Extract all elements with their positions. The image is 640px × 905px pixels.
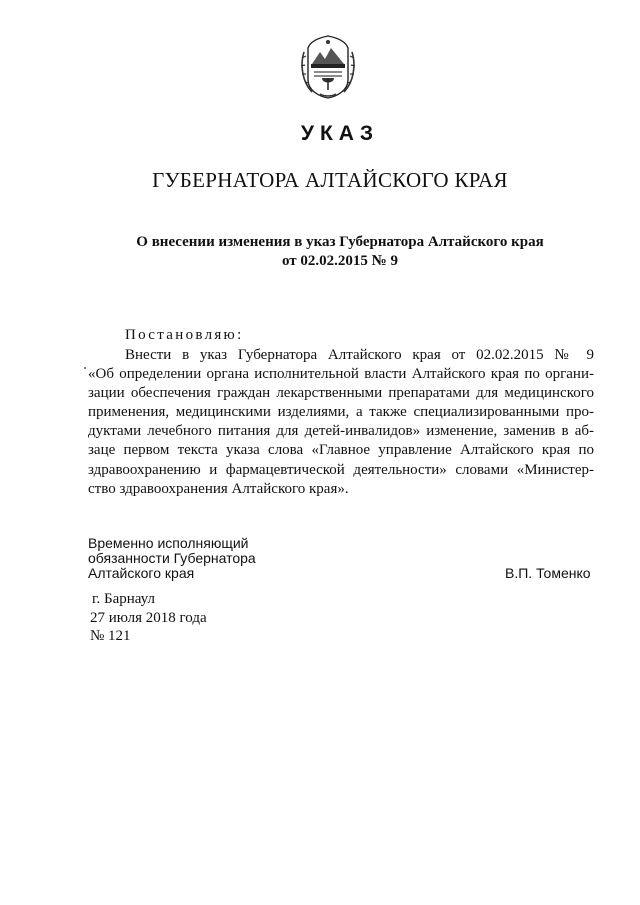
decree-date: 27 июля 2018 года	[90, 609, 207, 626]
signer-title-line: Временно исполняющий	[88, 535, 249, 551]
body-line: ство здравоохранения Алтайского края».	[88, 480, 349, 497]
decree-body	[88, 346, 594, 499]
issuer-title: ГУБЕРНАТОРА АЛТАЙСКОГО КРАЯ	[152, 168, 508, 192]
body-line: дуктами лечебного питания для детей-инвалидов» изменение, заменив в аб-	[88, 423, 594, 440]
margin-mark	[84, 367, 86, 369]
body-line: применения, медицинскими изделиями, а также специализированными про-	[88, 404, 594, 421]
signer-title-line: обязанности Губернатора	[88, 550, 256, 566]
body-line: здравоохранению и фармацевтической деятельности» словами «Министер-	[88, 461, 594, 478]
decree-number: № 121	[90, 628, 131, 644]
document-type-title: УКАЗ	[300, 122, 380, 145]
signer-title-line: Алтайского края	[88, 565, 195, 581]
signer-name: В.П. Томенко	[505, 565, 591, 581]
signer-title	[88, 536, 256, 581]
body-line: заце первом текста указа слова «Главное управление Алтайского края по	[88, 442, 594, 459]
body-line: «Об определении органа исполнительной власти Алтайского края по органи-	[88, 366, 594, 383]
coat-of-arms-icon	[298, 34, 358, 100]
place-date-number	[90, 590, 207, 646]
city: г. Барнаул	[92, 591, 155, 607]
ordain-word: Постановляю:	[125, 327, 244, 343]
subject-line-1: О внесении изменения в указ Губернатора Алтайского края	[136, 234, 544, 250]
body-line: Внести в указ Губернатора Алтайского края от 02.02.2015 № 9	[125, 347, 594, 363]
subject-line-2: от 02.02.2015 № 9	[282, 253, 398, 269]
body-line: зации обеспечения граждан лекарственными препаратами для медицинского	[88, 385, 594, 402]
decree-subject	[0, 233, 640, 271]
